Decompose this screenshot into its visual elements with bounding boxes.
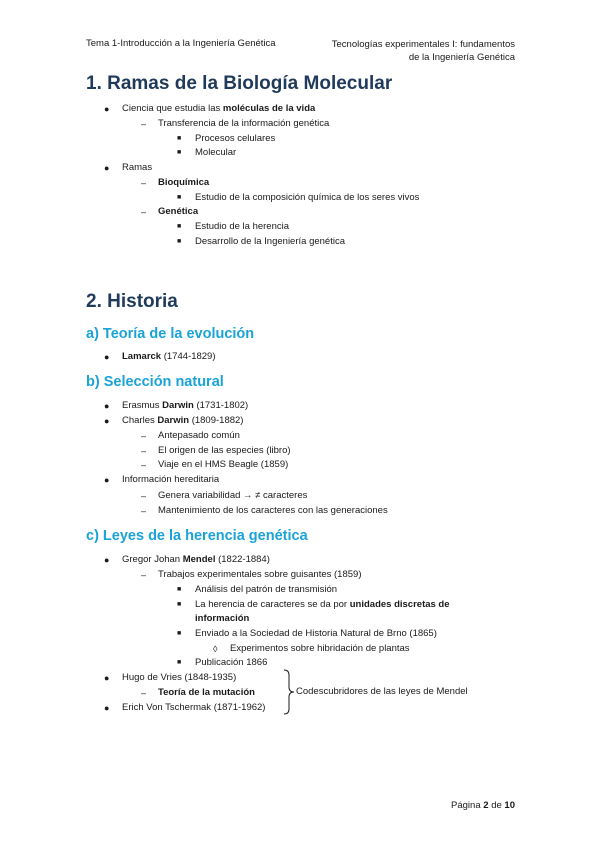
list-item: La herencia de caracteres se da por unidades discretas de xyxy=(195,599,450,610)
curly-brace-icon xyxy=(282,669,296,715)
list-item: Erich Von Tschermak (1871-1962) xyxy=(122,702,266,713)
diamond-bullet-icon: ◊ xyxy=(213,644,218,654)
dash-icon: – xyxy=(141,207,147,217)
list-item: Viaje en el HMS Beagle (1859) xyxy=(158,459,289,470)
list-item: El origen de las especies (libro) xyxy=(158,445,291,456)
square-bullet-icon: ■ xyxy=(177,238,182,245)
list-item: Teoría de la mutación xyxy=(158,687,255,698)
dash-icon: – xyxy=(141,119,147,129)
bullet-icon: ● xyxy=(104,352,110,362)
page-number: Página 2 de 10 xyxy=(451,800,515,811)
list-item: Enviado a la Sociedad de Historia Natural de Brno (1865) xyxy=(195,628,437,639)
list-item: Mantenimiento de los caracteres con las generaciones xyxy=(158,505,388,516)
dash-icon: – xyxy=(141,431,147,441)
list-item: Análisis del patrón de transmisión xyxy=(195,584,338,595)
list-item: Desarrollo de la Ingeniería genética xyxy=(195,236,345,247)
section1-title: 1. Ramas de la Biología Molecular xyxy=(86,73,393,94)
list-item-continuation: información xyxy=(195,613,250,624)
dash-icon: – xyxy=(141,460,147,470)
dash-icon: – xyxy=(141,570,147,580)
list-item: Charles Darwin (1809-1882) xyxy=(122,415,244,426)
list-item: Genera variabilidad → ≠ caracteres xyxy=(158,490,308,501)
header-right-line1: Tecnologías experimentales I: fundamentos xyxy=(331,39,515,50)
dash-icon: – xyxy=(141,178,147,188)
bullet-icon: ● xyxy=(104,401,110,411)
square-bullet-icon: ■ xyxy=(177,630,182,637)
bullet-icon: ● xyxy=(104,416,110,426)
square-bullet-icon: ■ xyxy=(177,223,182,230)
subsection-c-title: c) Leyes de la herencia genética xyxy=(86,528,308,544)
dash-icon: – xyxy=(141,491,147,501)
square-bullet-icon: ■ xyxy=(177,135,182,142)
list-item: Erasmus Darwin (1731-1802) xyxy=(122,400,249,411)
list-item: Estudio de la herencia xyxy=(195,221,290,232)
square-bullet-icon: ■ xyxy=(177,194,182,201)
square-bullet-icon: ■ xyxy=(177,601,182,608)
square-bullet-icon: ■ xyxy=(177,659,182,666)
list-item: Bioquímica xyxy=(158,177,210,188)
list-item: Información hereditaria xyxy=(122,474,220,485)
dash-icon: – xyxy=(141,688,147,698)
list-item: Ramas xyxy=(122,162,153,173)
bullet-icon: ● xyxy=(104,163,110,173)
square-bullet-icon: ■ xyxy=(177,586,182,593)
list-item: Estudio de la composición química de los seres vivos xyxy=(195,192,420,203)
list-item: Lamarck (1744-1829) xyxy=(122,351,216,362)
list-item: Hugo de Vries (1848-1935) xyxy=(122,672,237,683)
list-item: Experimentos sobre hibridación de plantas xyxy=(230,643,410,654)
section2-title: 2. Historia xyxy=(86,291,178,312)
subsection-b-title: b) Selección natural xyxy=(86,374,224,390)
list-item: Ciencia que estudia las moléculas de la vida xyxy=(122,103,316,114)
brace-label: Codescubridores de las leyes de Mendel xyxy=(296,686,468,697)
header-right xyxy=(332,38,515,64)
bullet-icon: ● xyxy=(104,555,110,565)
header-right-line2: de la Ingeniería Genética xyxy=(408,52,515,63)
list-item: Gregor Johan Mendel (1822-1884) xyxy=(122,554,270,565)
list-item: Procesos celulares xyxy=(195,133,276,144)
bullet-icon: ● xyxy=(104,475,110,485)
bullet-icon: ● xyxy=(104,673,110,683)
list-item: Transferencia de la información genética xyxy=(158,118,330,129)
bullet-icon: ● xyxy=(104,703,110,713)
dash-icon: – xyxy=(141,446,147,456)
dash-icon: – xyxy=(141,506,147,516)
subsection-a-title: a) Teoría de la evolución xyxy=(86,326,255,342)
list-item: Antepasado común xyxy=(158,430,240,441)
square-bullet-icon: ■ xyxy=(177,149,182,156)
list-item: Genética xyxy=(158,206,199,217)
list-item: Publicación 1866 xyxy=(195,657,268,668)
header-left: Tema 1-Introducción a la Ingeniería Genética xyxy=(86,38,276,49)
bullet-icon: ● xyxy=(104,104,110,114)
list-item: Molecular xyxy=(195,147,237,158)
list-item: Trabajos experimentales sobre guisantes (1859) xyxy=(158,569,362,580)
